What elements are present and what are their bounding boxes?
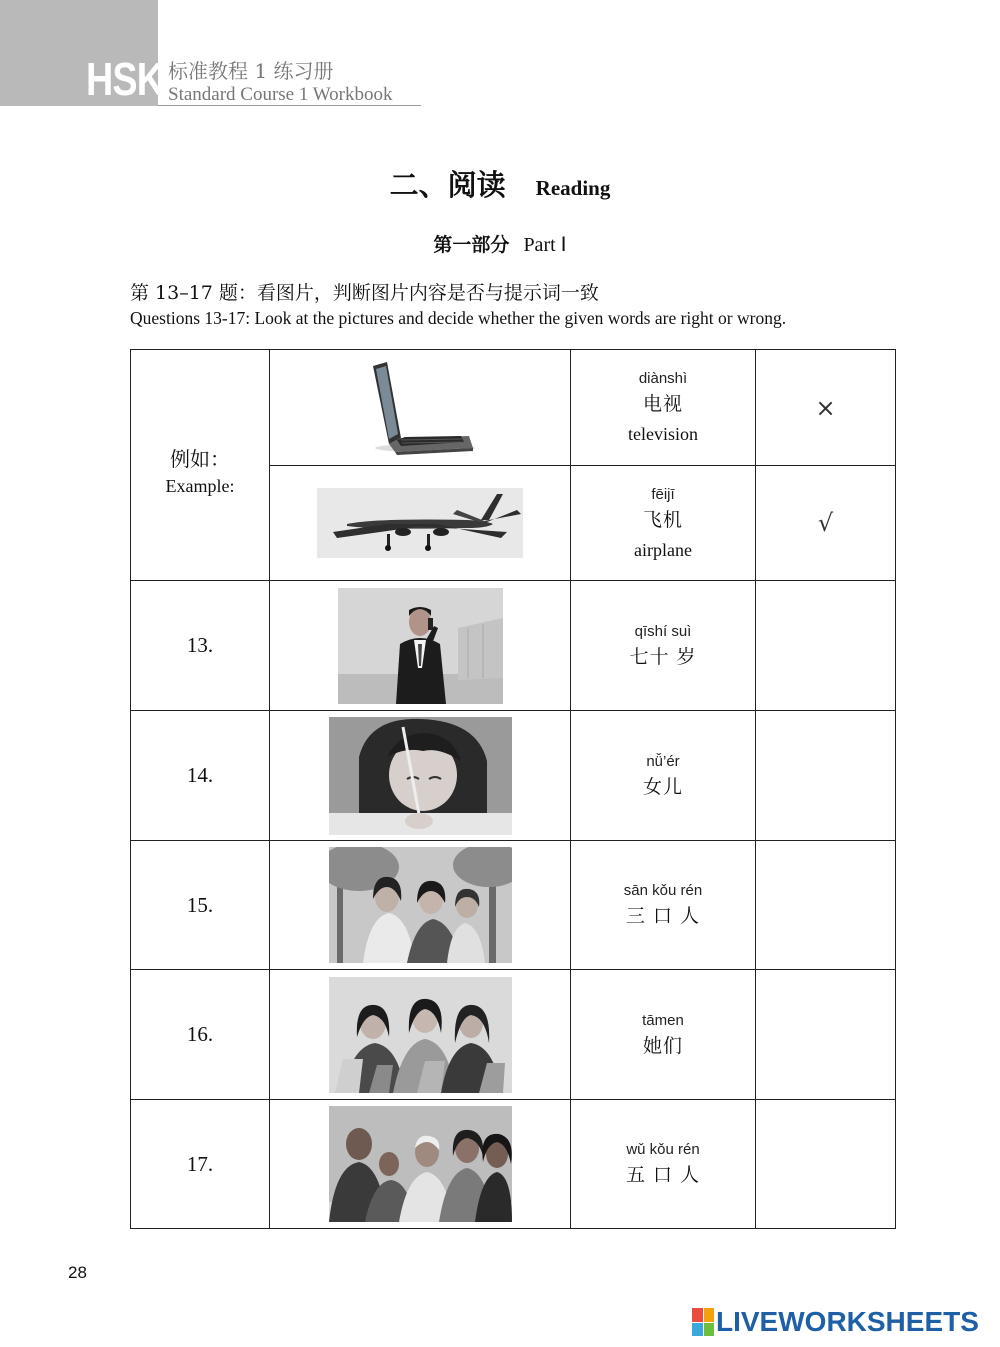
word-cell: [571, 970, 756, 1100]
question-row: [131, 1100, 896, 1229]
airplane-image: [317, 488, 523, 558]
picture-cell: [270, 970, 571, 1100]
example-label-en: Example:: [165, 476, 235, 496]
answer-cell[interactable]: [756, 970, 896, 1100]
picture-cell: [270, 711, 571, 841]
picture-cell: [270, 350, 571, 466]
pinyin-text: sān kǒu rén: [623, 882, 703, 899]
english-text: television: [628, 424, 698, 444]
section-title-en: Reading: [535, 176, 611, 200]
question-number: 16.: [131, 970, 270, 1100]
check-mark: √: [817, 509, 834, 537]
english-text: airplane: [634, 539, 692, 560]
pinyin-text: diànshì: [638, 370, 688, 387]
hanzi-text: 飞机: [642, 508, 683, 531]
question-row: [131, 841, 896, 970]
question-number: 17.: [131, 1100, 270, 1229]
laptop-image: [365, 360, 475, 456]
pinyin-text: wǔ kǒu rén: [626, 1141, 700, 1158]
part-title: [0, 230, 1000, 257]
girl-writing-image: [329, 717, 512, 835]
businessman-phone-image: [338, 588, 503, 704]
family-five-image: [329, 1106, 512, 1222]
example-label-cn: 例如：: [170, 447, 230, 471]
word-cell: [571, 1100, 756, 1229]
example-row: [131, 350, 896, 466]
question-number: 15.: [131, 841, 270, 970]
word-cell: [571, 711, 756, 841]
answer-cell[interactable]: [756, 841, 896, 970]
answer-cell[interactable]: [756, 711, 896, 841]
answer-cell[interactable]: [756, 581, 896, 711]
liveworksheets-logo[interactable]: [692, 1305, 979, 1339]
book-title-en: Standard Course 1 Workbook: [168, 84, 393, 105]
three-shoppers-image: [329, 977, 512, 1093]
section-title-cn: 二、阅读: [389, 168, 506, 202]
picture-cell: [270, 466, 571, 581]
hanzi-text: 五 口 人: [625, 1164, 701, 1186]
pinyin-text: nǚ’ér: [646, 752, 680, 770]
pinyin-text: tāmen: [642, 1011, 684, 1029]
book-title-cn: 标准教程 1 练习册: [168, 59, 334, 83]
word-cell: [571, 350, 756, 466]
hanzi-text: 她们: [642, 1034, 683, 1057]
instructions-cn: 第 13–17 题：看图片，判断图片内容是否与提示词一致: [130, 282, 599, 304]
hanzi-text: 女儿: [642, 775, 683, 798]
word-cell: [571, 466, 756, 581]
liveworksheets-icon: [692, 1308, 714, 1336]
hsk-logo: HSK: [86, 53, 164, 105]
question-number: 14.: [131, 711, 270, 841]
picture-cell: [270, 841, 571, 970]
picture-cell: [270, 581, 571, 711]
question-row: [131, 970, 896, 1100]
hanzi-text: 七十 岁: [629, 645, 697, 668]
question-number: 13.: [131, 581, 270, 711]
pinyin-text: fēijī: [651, 485, 675, 503]
picture-cell: [270, 1100, 571, 1229]
exercise-table: [130, 349, 896, 1229]
example-label-cell: [131, 350, 270, 581]
header-brand-block: [0, 0, 164, 106]
answer-cell: [756, 350, 896, 466]
hanzi-text: 三 口 人: [625, 905, 701, 927]
answer-cell[interactable]: [756, 1100, 896, 1229]
pinyin-text: qīshí suì: [634, 622, 692, 640]
question-row: [131, 581, 896, 711]
word-cell: [571, 841, 756, 970]
word-cell: [571, 581, 756, 711]
instructions-en: Questions 13-17: Look at the pictures and decide whether the given words are right or wrong.: [130, 308, 787, 328]
liveworksheets-text: LIVEWORKSHEETS: [716, 1306, 979, 1337]
section-title: [0, 163, 1000, 204]
page-number: 28: [68, 1263, 87, 1282]
hanzi-text: 电视: [642, 393, 683, 415]
header-rule: [158, 105, 421, 106]
wrong-mark: ×: [815, 393, 836, 422]
part-title-cn: 第一部分: [433, 234, 510, 256]
part-title-en: Part Ⅰ: [523, 234, 567, 256]
question-row: [131, 711, 896, 841]
answer-cell: [756, 466, 896, 581]
three-women-image: [329, 847, 512, 963]
